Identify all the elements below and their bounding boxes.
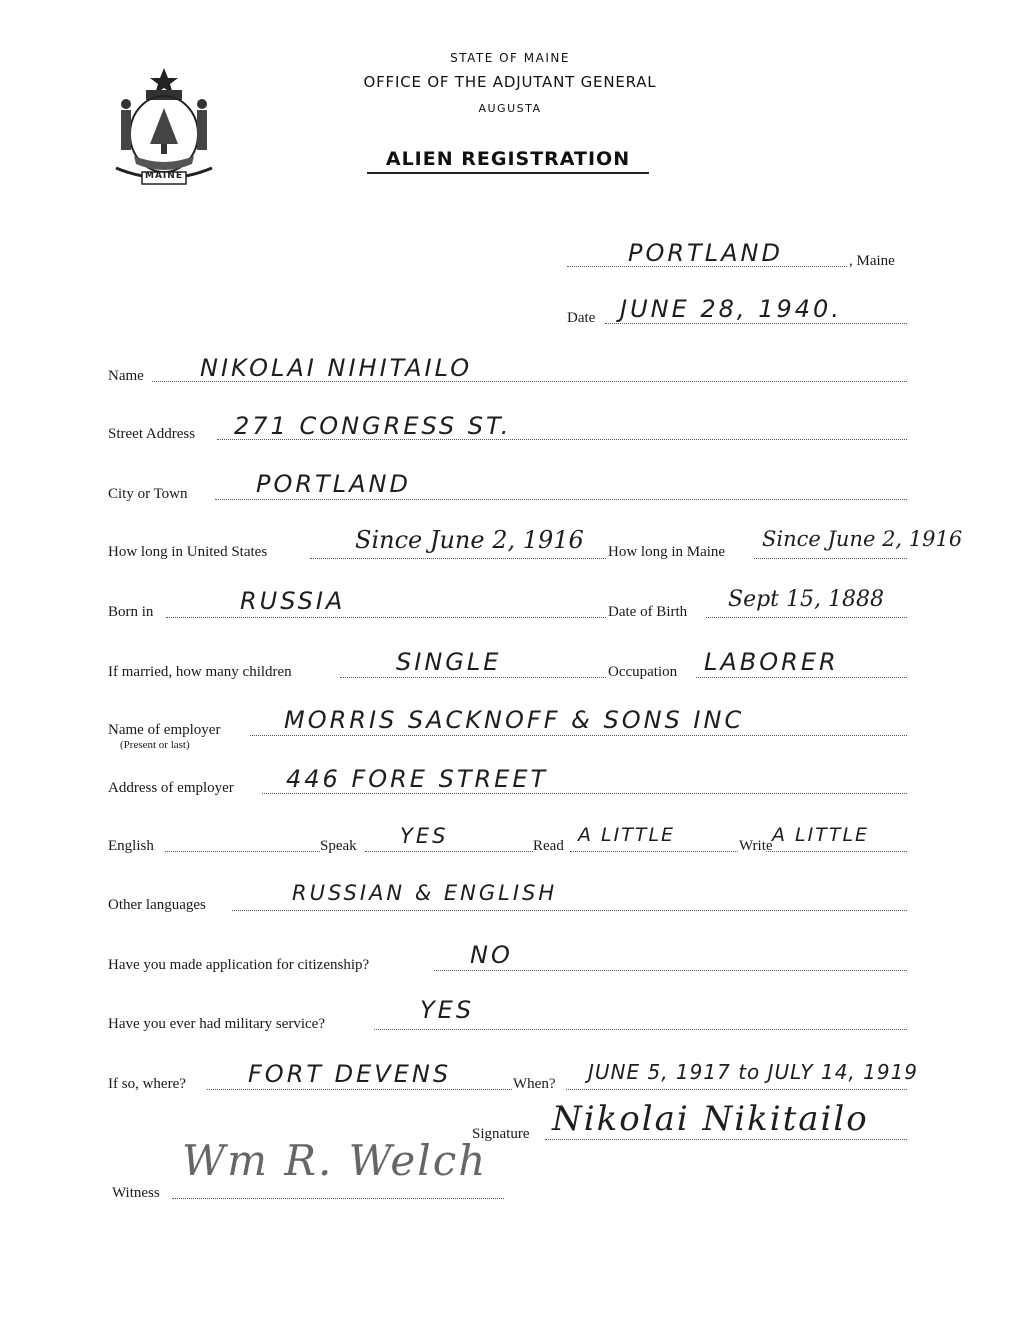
city-line <box>215 499 907 500</box>
place-value: PORTLAND <box>628 239 783 267</box>
citizenship-value: NO <box>470 941 513 969</box>
where-value: FORT DEVENS <box>248 1060 452 1088</box>
occupation-line <box>696 677 907 678</box>
speak-label: Speak <box>320 838 357 854</box>
military-line <box>374 1029 907 1030</box>
witness-line <box>172 1198 504 1199</box>
when-line <box>566 1089 907 1090</box>
signature-label: Signature <box>472 1126 530 1142</box>
read-line <box>570 851 738 852</box>
read-label: Read <box>533 838 564 854</box>
us-duration-label: How long in United States <box>108 544 268 560</box>
seal-text: MAINE <box>145 171 183 181</box>
children-line <box>340 677 606 678</box>
english-label: English <box>108 838 154 854</box>
employer-line <box>250 735 907 736</box>
citizenship-label: Have you made application for citizenship? <box>108 957 370 973</box>
occupation-label: Occupation <box>608 664 678 680</box>
when-label: When? <box>513 1076 556 1092</box>
witness-label: Witness <box>112 1185 160 1201</box>
write-value: A LITTLE <box>772 824 870 846</box>
citizenship-line <box>434 970 907 971</box>
employer-value: MORRIS SACKNOFF & SONS INC <box>284 706 745 734</box>
maine-duration-label: How long in Maine <box>608 544 726 560</box>
read-value: A LITTLE <box>578 824 676 846</box>
header-city: AUGUSTA <box>478 102 542 115</box>
date-line <box>605 323 907 324</box>
employer-address-line <box>262 793 907 794</box>
street-value: 271 CONGRESS ST. <box>234 412 512 440</box>
form-title: ALIEN REGISTRATION <box>367 148 649 174</box>
children-label: If married, how many children <box>108 664 292 680</box>
where-line <box>207 1089 512 1090</box>
other-languages-value: RUSSIAN & ENGLISH <box>292 881 558 905</box>
city-value: PORTLAND <box>256 470 411 498</box>
born-line <box>166 617 606 618</box>
employer-address-label: Address of employer <box>108 780 234 796</box>
other-languages-label: Other languages <box>108 897 206 913</box>
born-value: RUSSIA <box>240 587 346 615</box>
when-value: JUNE 5, 1917 to JULY 14, 1919 <box>588 1060 919 1084</box>
military-label: Have you ever had military service? <box>108 1016 325 1032</box>
name-label: Name <box>108 368 144 384</box>
occupation-value: LABORER <box>704 648 839 676</box>
military-value: YES <box>420 996 475 1024</box>
where-label: If so, where? <box>108 1076 186 1092</box>
maine-label: , Maine <box>849 253 895 269</box>
date-label: Date <box>567 310 596 326</box>
witness-value: Wm R. Welch <box>182 1136 488 1185</box>
dob-label: Date of Birth <box>608 604 688 620</box>
employer-note: (Present or last) <box>120 739 190 751</box>
signature-line <box>545 1139 907 1140</box>
children-value: SINGLE <box>396 648 502 676</box>
write-label: Write <box>739 838 773 854</box>
state-seal-icon <box>108 64 220 188</box>
employer-label: Name of employer <box>108 722 221 738</box>
speak-line <box>365 851 533 852</box>
signature-value: Nikolai Nikitailo <box>552 1099 869 1139</box>
dob-value: Sept 15, 1888 <box>728 587 884 612</box>
city-label: City or Town <box>108 486 188 502</box>
us-duration-line <box>310 558 606 559</box>
english-line <box>165 851 320 852</box>
header-office: OFFICE OF THE ADJUTANT GENERAL <box>363 73 657 91</box>
us-duration-value: Since June 2, 1916 <box>355 526 584 554</box>
born-label: Born in <box>108 604 154 620</box>
street-label: Street Address <box>108 426 196 442</box>
header-state: STATE OF MAINE <box>450 51 570 65</box>
date-value: JUNE 28, 1940. <box>620 295 842 323</box>
employer-address-value: 446 FORE STREET <box>286 765 549 793</box>
maine-duration-value: Since June 2, 1916 <box>762 527 963 551</box>
dob-line <box>706 617 907 618</box>
write-line <box>766 851 907 852</box>
name-value: NIKOLAI NIHITAILO <box>200 354 473 382</box>
speak-value: YES <box>400 824 449 848</box>
maine-duration-line <box>754 558 907 559</box>
other-languages-line <box>232 910 907 911</box>
